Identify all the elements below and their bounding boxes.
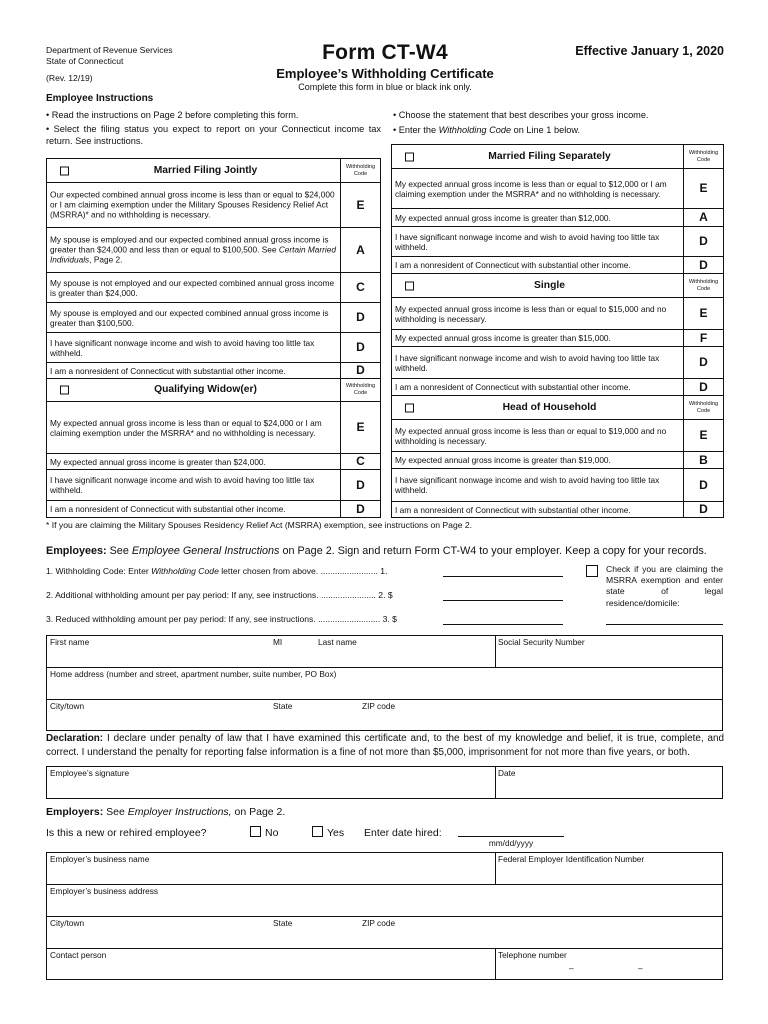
qw-row [47,469,380,500]
hoh-row-code: D [683,469,723,501]
divider [47,948,722,949]
mfj-row-text: My spouse is not employed and our expected combined annual gross income is greater than $24,000. [50,277,335,298]
hoh-row-text: My expected annual gross income is less than or equal to $19,000 and no withholding is necessary. [395,425,667,446]
employer-zip-field[interactable]: ZIP code [362,918,396,928]
mi-field[interactable]: MI [273,637,283,647]
date-hired-label: Enter date hired: [364,827,442,839]
employers-text-pre: See [103,806,128,818]
single-title: Single [534,279,565,291]
single-checkbox[interactable] [405,281,414,290]
declaration [46,732,724,761]
employer-state-field[interactable]: State [273,918,293,928]
divider [47,699,722,700]
mfj-checkbox[interactable] [60,166,69,175]
hoh-row-text: I am a nonresident of Connecticut with substantial other income. [395,504,631,515]
line-3-reduced: 3. Reduced withholding amount per pay period: If any, see instructions. .......................... 3. $ [46,614,397,624]
line-1-withholding-code [46,566,387,576]
date-hired-input[interactable] [458,826,564,837]
effective-date: Effective January 1, 2020 [575,44,724,58]
mfj-row [47,302,380,332]
divider [47,916,722,917]
divider [495,636,496,667]
hoh-row-text: I have significant nonwage income and wish to avoid having too little tax withheld. [395,474,660,495]
employees-label: Employees: [46,545,107,557]
mfj-row-code: D [340,363,380,378]
single-row [392,297,723,329]
revision-date: (Rev. 12/19) [46,73,93,83]
declaration-label: Declaration: [46,733,104,744]
single-row-code: D [683,379,723,395]
hoh-code-header: Withholding Code [683,396,723,419]
qw-code-header: Withholding Code [340,379,380,401]
qw-row-text: My expected annual gross income is less than or equal to $24,000 or I am claiming exemption under the MSRRA* and no withholding is necessary. [50,417,322,438]
qw-header [47,378,380,401]
bullet-choose-statement: • Choose the statement that best describes your gross income. [393,110,649,120]
new-employee-question: Is this a new or rehired employee? [46,827,207,839]
single-row-text: I am a nonresident of Connecticut with substantial other income. [395,381,631,392]
bullet-read-instructions: • Read the instructions on Page 2 before completing this form. [46,110,299,120]
qw-row-code: C [340,454,380,469]
mfj-row-text: My spouse is employed and our expected combined annual gross income is greater than $24,000 and less than or equal to $100,500. See Certain Married Individuals, Page 2. [50,234,336,266]
mfs-row-code: D [683,227,723,256]
mfs-row-text: I have significant nonwage income and wish to avoid having too little tax withheld. [395,231,660,252]
line-3-input[interactable] [443,614,563,625]
mfj-row-text: I have significant nonwage income and wish to avoid having too little tax withheld. [50,337,315,358]
single-row-text: I have significant nonwage income and wish to avoid having too little tax withheld. [395,352,660,373]
mfj-row-code: D [340,303,380,332]
employees-text-post: on Page 2. Sign and return Form CT-W4 to your employer. Keep a copy for your records. [279,545,707,557]
fein-field[interactable]: Federal Employer Identification Number [498,854,645,864]
mfs-row-text: I am a nonresident of Connecticut with substantial other income. [395,259,631,270]
single-row-text: My expected annual gross income is less than or equal to $15,000 and no withholding is necessary. [395,303,667,324]
employees-heading [46,545,707,558]
employers-label: Employers: [46,806,104,818]
table-left-column [46,158,381,518]
bullet-enter-code [393,125,728,137]
hoh-row-code: E [683,420,723,451]
single-row-code: E [683,298,723,329]
mfs-row-code: D [683,257,723,273]
qw-row-text: My expected annual gross income is greater than $24,000. [50,456,266,467]
hoh-checkbox[interactable] [405,403,414,412]
mfj-row-code: D [340,333,380,362]
line-1-pre: 1. Withholding Code: Enter [46,566,152,576]
single-code-header: Withholding Code [683,274,723,297]
dept-line-2: State of Connecticut [46,56,124,66]
mfs-row [392,256,723,273]
no-label: No [265,827,279,839]
mfs-row [392,168,723,208]
telephone-field[interactable]: Telephone number [498,950,567,960]
mfs-row-text: My expected annual gross income is less than or equal to $12,000 or I am claiming exemption under the MSRRA* and no withholding is necessary. [395,178,667,199]
employee-info-box [46,635,723,731]
bullet-enter-code-post: on Line 1 below. [511,125,581,135]
line-1-input[interactable] [443,566,563,577]
business-name-field[interactable]: Employer’s business name [50,854,150,864]
qw-checkbox[interactable] [60,386,69,395]
signature-box [46,766,723,799]
instructions-heading: Employee Instructions [46,93,154,104]
mfj-row-code: A [340,228,380,272]
mfj-row-text: I am a nonresident of Connecticut with substantial other income. [50,365,286,376]
signature-field[interactable]: Employee’s signature [50,768,130,778]
hoh-row [392,451,723,468]
divider [47,667,722,668]
single-row [392,329,723,346]
qw-row-code: E [340,402,380,453]
divider [495,948,496,979]
yes-label: Yes [327,827,345,839]
mfs-row-code: E [683,169,723,208]
hoh-title: Head of Household [502,401,597,413]
city-field[interactable]: City/town [50,701,85,711]
single-row-code: F [683,330,723,346]
qw-title: Qualifying Widow(er) [154,383,257,395]
employer-info-box [46,852,723,980]
form-title: Form CT-W4 [322,41,448,64]
mfj-row-code: E [340,183,380,227]
employees-text-em: Employee General Instructions [131,545,280,557]
yes-checkbox[interactable] [312,826,323,837]
hoh-header [392,395,723,419]
single-row [392,346,723,378]
mfs-checkbox[interactable] [405,152,414,161]
bullet-select-status: • Select the filing status you expect to report on your Connecticut income tax return. See instructions. [46,124,381,146]
home-address-field[interactable]: Home address (number and street, apartment number, suite number, PO Box) [50,669,337,679]
qw-row [47,500,380,517]
dept-line-1: Department of Revenue Services [46,45,173,55]
divider [495,767,496,798]
hoh-row-code: D [683,502,723,517]
mfj-header [47,159,380,182]
hoh-row [392,419,723,451]
employees-text-pre: See [106,545,132,557]
single-row-code: D [683,347,723,378]
single-row [392,378,723,395]
qw-row [47,453,380,469]
bullet-enter-code-pre: • Enter the [393,125,439,135]
date-field[interactable]: Date [498,768,516,778]
line-1-em: Withholding Code [151,566,219,576]
mfj-row [47,227,380,272]
single-header [392,273,723,297]
employer-city-field[interactable]: City/town [50,918,85,928]
mfj-row [47,182,380,227]
form-subtitle: Employee’s Withholding Certificate [276,66,494,81]
msrra-checkbox[interactable] [586,565,598,577]
hoh-row [392,501,723,517]
divider [495,853,496,884]
employers-text-em: Employer Instructions, [127,806,232,818]
declaration-text: I declare under penalty of law that I have examined this certificate and, to the best of my knowledge and belief, it is true, complete, and correct. I understand the penalty for reporting false information is a fine of not more than $5,000, imprisonment for not more than five years, or both. [46,733,724,759]
mfj-row [47,272,380,302]
msrra-state-input[interactable] [606,613,723,625]
phone-dash-2: – [638,963,643,973]
contact-person-field[interactable]: Contact person [50,950,107,960]
mfj-row-text: Our expected combined annual gross income is less than or equal to $24,000 or I am claiming exemption under the Military Spouses Residency Relief Act (MSRRA)* and no withholding is necessary. [50,189,335,221]
mfj-row-code: C [340,273,380,302]
divider [47,884,722,885]
mfj-code-header: Withholding Code [340,159,380,182]
zip-field[interactable]: ZIP code [362,701,396,711]
mfj-title: Married Filing Jointly [153,164,258,176]
line-2-additional: 2. Additional withholding amount per pay period: If any, see instructions. ....................... 2. $ [46,590,393,600]
qw-row [47,401,380,453]
line-1-post: letter chosen from above. ........................ 1. [218,566,388,576]
ink-note: Complete this form in blue or black ink only. [298,82,472,92]
qw-row-code: D [340,501,380,517]
mfs-row [392,226,723,256]
phone-dash-1: – [569,963,574,973]
hoh-row [392,468,723,501]
msrra-check-text: Check if you are claiming the MSRRA exemption and enter state of legal residence/domicile: [606,564,723,608]
mfs-title: Married Filing Separately [488,150,611,162]
state-field[interactable]: State [273,701,293,711]
mfs-row-text: My expected annual gross income is greater than $12,000. [395,212,611,223]
line-2-input[interactable] [443,590,563,601]
table-right-column [391,144,724,518]
mfj-row-text: My spouse is employed and our expected combined annual gross income is greater than $100,500. [50,307,329,328]
single-row-text: My expected annual gross income is greater than $15,000. [395,332,611,343]
ssn-field[interactable]: Social Security Number [498,637,585,647]
mfj-row [47,332,380,362]
hoh-row-text: My expected annual gross income is greater than $19,000. [395,454,611,465]
qw-row-text: I am a nonresident of Connecticut with substantial other income. [50,503,286,514]
business-address-field[interactable]: Employer’s business address [50,886,159,896]
no-checkbox[interactable] [250,826,261,837]
mfs-header [392,145,723,168]
mfs-row [392,208,723,226]
mfs-code-header: Withholding Code [683,145,723,168]
qw-row-text: I have significant nonwage income and wish to avoid having too little tax withheld. [50,474,315,495]
bullet-enter-code-em: Withholding Code [438,125,512,135]
department-name [46,45,173,67]
qw-row-code: D [340,470,380,500]
mfj-row [47,362,380,378]
mfs-row-code: A [683,209,723,226]
employers-heading [46,806,285,819]
last-name-field[interactable]: Last name [318,637,357,647]
employers-text-post: on Page 2. [231,806,286,818]
hoh-row-code: B [683,452,723,468]
date-format-hint: mm/dd/yyyy [488,838,534,848]
msrra-footnote: * If you are claiming the Military Spouses Residency Relief Act (MSRRA) exemption, see instructions on Page 2. [46,520,473,530]
first-name-field[interactable]: First name [50,637,90,647]
